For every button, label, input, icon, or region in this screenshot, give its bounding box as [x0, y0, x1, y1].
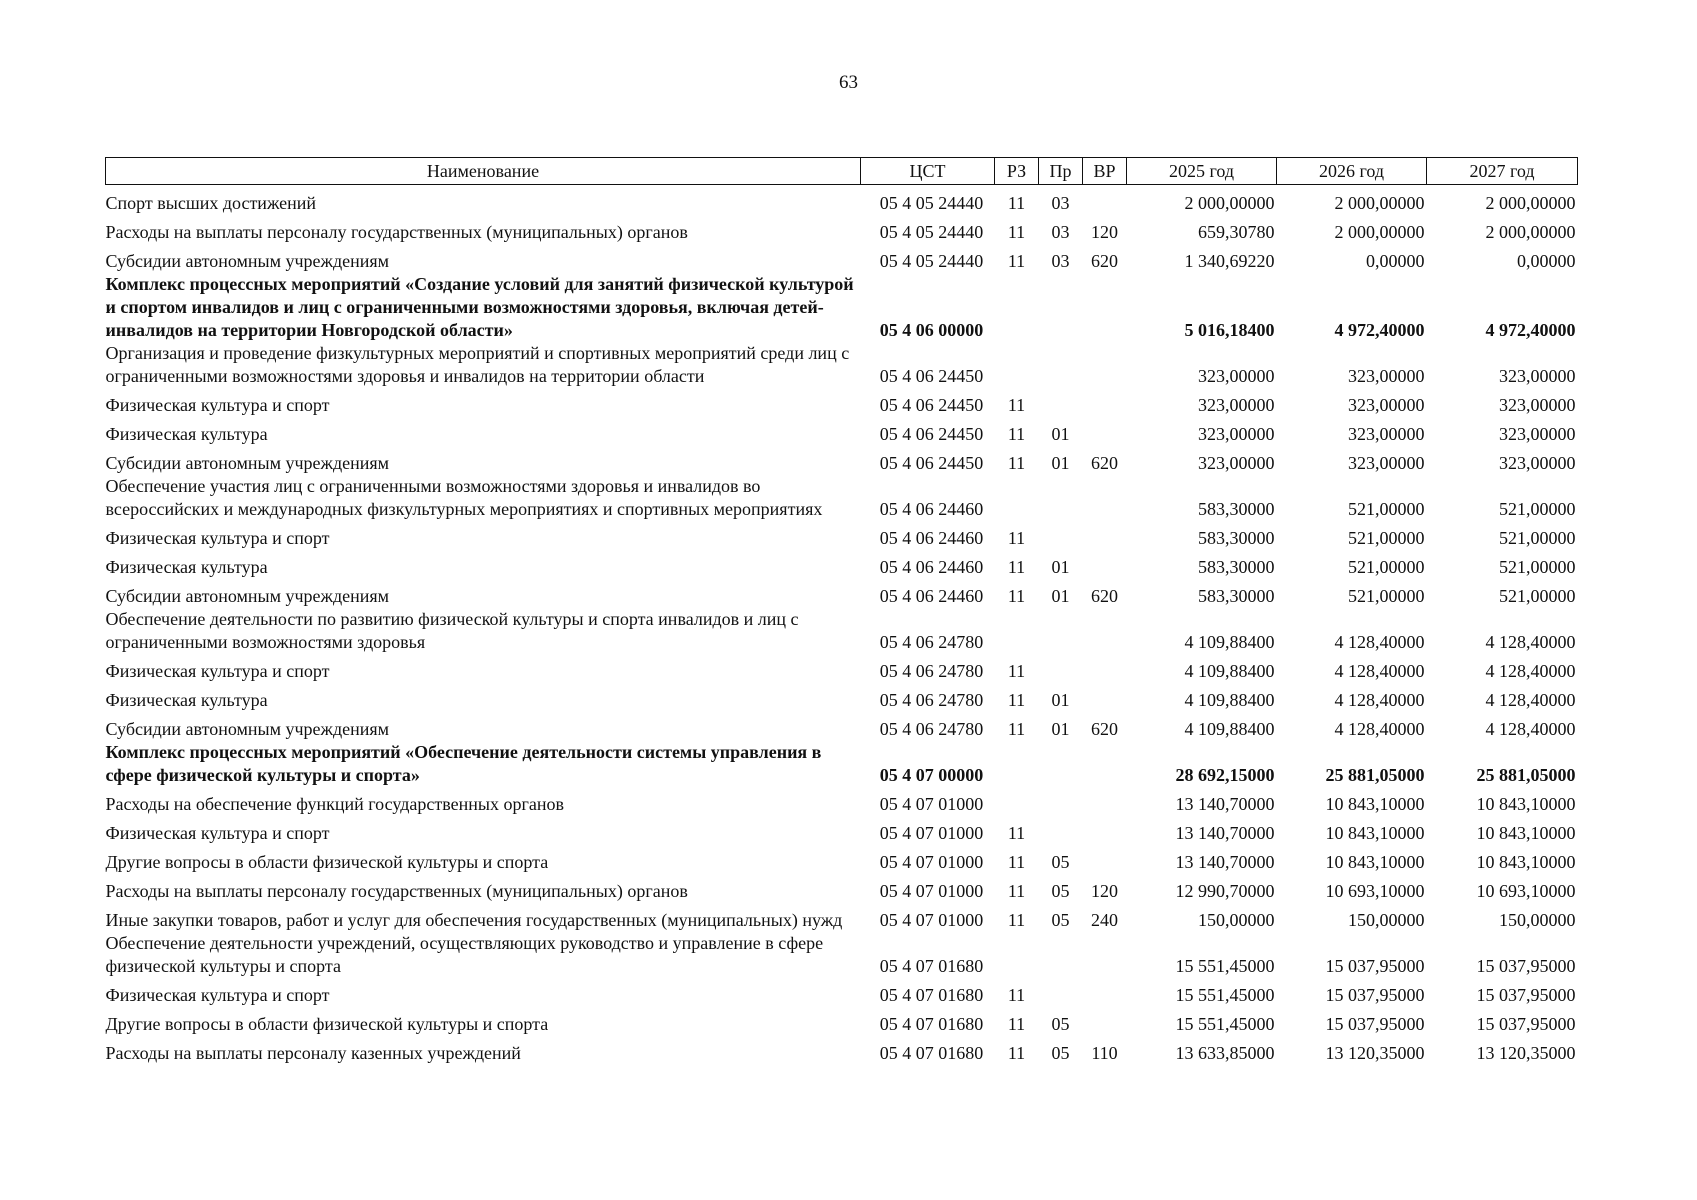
- row-2026: 10 693,10000: [1325, 881, 1425, 901]
- row-2026: 323,00000: [1348, 424, 1425, 444]
- table-row: [106, 215, 1578, 244]
- row-cst: 05 4 07 01680: [879, 1043, 984, 1063]
- table-row: [106, 903, 1578, 932]
- row-name: Обеспечение участия лиц с ограниченными возможностями здоровья и инвалидов во всероссийских и международных физкультурных мероприятиях и спортивных мероприятиях: [105, 476, 823, 519]
- budget-table: [105, 157, 1578, 1065]
- row-2026: 2 000,00000: [1334, 222, 1425, 242]
- row-2026: 323,00000: [1348, 395, 1425, 415]
- row-name: Обеспечение деятельности по развитию физической культуры и спорта инвалидов и лиц с ограниченными возможностями здоровья: [105, 609, 799, 652]
- row-pr: [1039, 816, 1083, 845]
- row-vr: [1083, 654, 1127, 683]
- row-2025: 2 000,00000: [1184, 193, 1275, 213]
- row-cst: 05 4 07 01000: [879, 881, 984, 901]
- table-row: [106, 712, 1578, 741]
- table-row: [106, 683, 1578, 712]
- row-2026: 10 843,10000: [1325, 794, 1425, 814]
- row-pr: 05: [1051, 852, 1070, 872]
- row-pr: [1039, 342, 1083, 388]
- row-rz: 11: [1007, 586, 1026, 606]
- row-2025: 659,30780: [1198, 222, 1275, 242]
- row-pr: 01: [1051, 453, 1070, 473]
- row-cst: 05 4 06 24460: [879, 586, 984, 606]
- row-rz: 11: [1007, 881, 1026, 901]
- row-pr: 03: [1051, 251, 1070, 271]
- row-2026: 521,00000: [1348, 557, 1425, 577]
- row-2027: 323,00000: [1499, 395, 1576, 415]
- row-pr: [1039, 608, 1083, 654]
- row-rz: 11: [1007, 453, 1026, 473]
- row-name: Расходы на обеспечение функций государственных органов: [105, 794, 564, 814]
- row-vr: [1083, 816, 1127, 845]
- table-row: [106, 978, 1578, 1007]
- table-row: [106, 475, 1578, 521]
- header-pr: Пр: [1039, 158, 1083, 185]
- row-2027: 10 843,10000: [1476, 794, 1576, 814]
- row-2027: 2 000,00000: [1485, 222, 1576, 242]
- row-2026: 521,00000: [1348, 586, 1425, 606]
- row-rz: 11: [1007, 852, 1026, 872]
- row-2027: 4 972,40000: [1485, 320, 1576, 340]
- row-2027: 4 128,40000: [1485, 632, 1576, 652]
- row-rz: [995, 608, 1039, 654]
- row-cst: 05 4 05 24440: [879, 193, 984, 213]
- row-vr: [1083, 683, 1127, 712]
- row-pr: [1039, 932, 1083, 978]
- header-vr: ВР: [1083, 158, 1127, 185]
- row-2026: 2 000,00000: [1334, 193, 1425, 213]
- row-vr: 620: [1091, 719, 1118, 739]
- row-2026: 25 881,05000: [1325, 765, 1425, 785]
- page-number: 63: [839, 72, 858, 93]
- row-cst: 05 4 06 24450: [879, 395, 984, 415]
- row-2025: 13 140,70000: [1175, 823, 1275, 843]
- row-rz: 11: [1007, 424, 1026, 444]
- row-vr: [1083, 932, 1127, 978]
- row-name: Физическая культура: [105, 557, 268, 577]
- row-pr: 01: [1051, 719, 1070, 739]
- row-rz: 11: [1007, 193, 1026, 213]
- row-2025: 4 109,88400: [1184, 719, 1275, 739]
- row-2025: 583,30000: [1198, 557, 1275, 577]
- row-2025: 323,00000: [1198, 395, 1275, 415]
- row-vr: 620: [1091, 586, 1118, 606]
- row-2027: 521,00000: [1499, 586, 1576, 606]
- row-pr: 01: [1051, 557, 1070, 577]
- row-vr: [1083, 342, 1127, 388]
- row-name: Расходы на выплаты персоналу казенных учреждений: [105, 1043, 521, 1063]
- row-name: Расходы на выплаты персоналу государственных (муниципальных) органов: [105, 881, 688, 901]
- row-vr: [1083, 1007, 1127, 1036]
- row-cst: 05 4 07 01000: [879, 852, 984, 872]
- row-2027: 2 000,00000: [1485, 193, 1576, 213]
- row-cst: 05 4 06 24780: [879, 719, 984, 739]
- row-rz: 11: [1007, 661, 1026, 681]
- row-2027: 10 693,10000: [1476, 881, 1576, 901]
- row-vr: [1083, 741, 1127, 787]
- row-name: Организация и проведение физкультурных мероприятий и спортивных мероприятий среди лиц с ограниченными возможностями здоровья и инвалидов на территории области: [105, 343, 850, 386]
- row-cst: 05 4 06 24450: [879, 424, 984, 444]
- row-name: Комплекс процессных мероприятий «Создание условий для занятий физической культурой и спортом инвалидов и лиц с ограниченными возможностями здоровья, включая детей-инвалидов на территории Новгородской области»: [105, 274, 854, 340]
- table-row: [106, 579, 1578, 608]
- row-pr: 01: [1051, 690, 1070, 710]
- row-2025: 323,00000: [1198, 453, 1275, 473]
- row-2025: 13 633,85000: [1175, 1043, 1275, 1063]
- row-2027: 0,00000: [1517, 251, 1576, 271]
- row-vr: 120: [1091, 881, 1118, 901]
- row-pr: 05: [1051, 910, 1070, 930]
- table-row: [106, 550, 1578, 579]
- row-name: Спорт высших достижений: [105, 193, 317, 213]
- row-vr: [1083, 608, 1127, 654]
- row-name: Физическая культура и спорт: [105, 395, 330, 415]
- header-name: Наименование: [106, 158, 861, 185]
- row-name: Субсидии автономным учреждениям: [105, 586, 390, 606]
- row-cst: 05 4 07 00000: [879, 765, 984, 785]
- row-vr: 620: [1091, 453, 1118, 473]
- row-2026: 4 128,40000: [1334, 661, 1425, 681]
- row-2026: 10 843,10000: [1325, 852, 1425, 872]
- row-2027: 10 843,10000: [1476, 852, 1576, 872]
- row-2025: 13 140,70000: [1175, 794, 1275, 814]
- row-rz: 11: [1007, 557, 1026, 577]
- row-rz: [995, 741, 1039, 787]
- row-2025: 150,00000: [1198, 910, 1275, 930]
- row-2026: 4 128,40000: [1334, 690, 1425, 710]
- row-cst: 05 4 06 00000: [879, 320, 984, 340]
- row-2026: 150,00000: [1348, 910, 1425, 930]
- table-row: [106, 608, 1578, 654]
- row-2026: 4 972,40000: [1334, 320, 1425, 340]
- row-cst: 05 4 06 24460: [879, 557, 984, 577]
- table-row: [106, 874, 1578, 903]
- row-2027: 10 843,10000: [1476, 823, 1576, 843]
- row-cst: 05 4 06 24460: [879, 528, 984, 548]
- row-2026: 0,00000: [1366, 251, 1425, 271]
- table-row: [106, 388, 1578, 417]
- row-2026: 15 037,95000: [1325, 985, 1425, 1005]
- header-cst: ЦСТ: [861, 158, 995, 185]
- row-pr: 01: [1051, 586, 1070, 606]
- row-vr: [1083, 273, 1127, 342]
- row-name: Иные закупки товаров, работ и услуг для обеспечения государственных (муниципальных) нужд: [105, 910, 843, 930]
- row-2025: 583,30000: [1198, 586, 1275, 606]
- row-name: Физическая культура: [105, 424, 268, 444]
- row-2025: 15 551,45000: [1175, 1014, 1275, 1034]
- header-2025: 2025 год: [1127, 158, 1277, 185]
- row-name: Другие вопросы в области физической культуры и спорта: [105, 1014, 549, 1034]
- row-vr: [1083, 417, 1127, 446]
- row-2026: 323,00000: [1348, 453, 1425, 473]
- row-name: Субсидии автономным учреждениям: [105, 719, 390, 739]
- table-row: [106, 273, 1578, 342]
- table-row: [106, 417, 1578, 446]
- row-name: Физическая культура и спорт: [105, 661, 330, 681]
- table-row: [106, 1007, 1578, 1036]
- row-2026: 521,00000: [1348, 499, 1425, 519]
- row-pr: 03: [1051, 222, 1070, 242]
- row-rz: [995, 932, 1039, 978]
- row-rz: 11: [1007, 1014, 1026, 1034]
- row-cst: 05 4 07 01680: [879, 985, 984, 1005]
- row-name: Комплекс процессных мероприятий «Обеспечение деятельности системы управления в сфере физической культуры и спорта»: [105, 742, 822, 785]
- row-2026: 15 037,95000: [1325, 1014, 1425, 1034]
- row-rz: 11: [1007, 528, 1026, 548]
- row-rz: 11: [1007, 719, 1026, 739]
- row-vr: [1083, 550, 1127, 579]
- row-pr: [1039, 388, 1083, 417]
- row-2025: 28 692,15000: [1175, 765, 1275, 785]
- row-2026: 323,00000: [1348, 366, 1425, 386]
- row-2025: 15 551,45000: [1175, 956, 1275, 976]
- row-pr: [1039, 521, 1083, 550]
- row-2027: 15 037,95000: [1476, 956, 1576, 976]
- row-2027: 15 037,95000: [1476, 985, 1576, 1005]
- row-pr: 01: [1051, 424, 1070, 444]
- table-row: [106, 1036, 1578, 1065]
- row-rz: [995, 787, 1039, 816]
- table-row: [106, 932, 1578, 978]
- row-2025: 583,30000: [1198, 528, 1275, 548]
- row-rz: [995, 273, 1039, 342]
- row-2027: 4 128,40000: [1485, 690, 1576, 710]
- header-2027: 2027 год: [1427, 158, 1578, 185]
- row-pr: [1039, 787, 1083, 816]
- row-name: Другие вопросы в области физической культуры и спорта: [105, 852, 549, 872]
- row-vr: [1083, 787, 1127, 816]
- table-row: [106, 342, 1578, 388]
- row-pr: 05: [1051, 1043, 1070, 1063]
- row-pr: [1039, 475, 1083, 521]
- row-cst: 05 4 07 01000: [879, 823, 984, 843]
- row-cst: 05 4 06 24450: [879, 366, 984, 386]
- table-row: [106, 446, 1578, 475]
- row-pr: 03: [1051, 193, 1070, 213]
- row-name: Обеспечение деятельности учреждений, осуществляющих руководство и управление в сфере физической культуры и спорта: [105, 933, 824, 976]
- row-pr: 05: [1051, 1014, 1070, 1034]
- row-pr: 05: [1051, 881, 1070, 901]
- row-name: Физическая культура и спорт: [105, 985, 330, 1005]
- row-name: Расходы на выплаты персоналу государственных (муниципальных) органов: [105, 222, 688, 242]
- row-cst: 05 4 07 01000: [879, 794, 984, 814]
- row-rz: 11: [1007, 251, 1026, 271]
- row-2025: 323,00000: [1198, 366, 1275, 386]
- row-pr: [1039, 654, 1083, 683]
- row-vr: 120: [1091, 222, 1118, 242]
- row-cst: 05 4 05 24440: [879, 222, 984, 242]
- row-name: Физическая культура: [105, 690, 268, 710]
- row-rz: 11: [1007, 395, 1026, 415]
- row-2026: 521,00000: [1348, 528, 1425, 548]
- row-2027: 25 881,05000: [1476, 765, 1576, 785]
- header-rz: РЗ: [995, 158, 1039, 185]
- table-row: [106, 521, 1578, 550]
- row-cst: 05 4 06 24450: [879, 453, 984, 473]
- row-cst: 05 4 07 01680: [879, 1014, 984, 1034]
- row-pr: [1039, 741, 1083, 787]
- row-name: Субсидии автономным учреждениям: [105, 453, 390, 473]
- row-pr: [1039, 273, 1083, 342]
- row-2027: 4 128,40000: [1485, 719, 1576, 739]
- row-2026: 10 843,10000: [1325, 823, 1425, 843]
- row-2027: 521,00000: [1499, 499, 1576, 519]
- table-row: [106, 741, 1578, 787]
- row-cst: 05 4 05 24440: [879, 251, 984, 271]
- row-vr: [1083, 185, 1127, 216]
- table-row: [106, 185, 1578, 216]
- table-header-row: [106, 158, 1578, 185]
- row-2027: 150,00000: [1499, 910, 1576, 930]
- row-cst: 05 4 06 24780: [879, 661, 984, 681]
- row-name: Физическая культура и спорт: [105, 823, 330, 843]
- table-row: [106, 845, 1578, 874]
- row-2026: 15 037,95000: [1325, 956, 1425, 976]
- row-2027: 323,00000: [1499, 453, 1576, 473]
- table-row: [106, 244, 1578, 273]
- row-name: Субсидии автономным учреждениям: [105, 251, 390, 271]
- row-cst: 05 4 07 01000: [879, 910, 984, 930]
- row-2025: 5 016,18400: [1184, 320, 1275, 340]
- row-2027: 521,00000: [1499, 528, 1576, 548]
- table-row: [106, 654, 1578, 683]
- row-rz: [995, 342, 1039, 388]
- row-rz: 11: [1007, 910, 1026, 930]
- row-cst: 05 4 06 24460: [879, 499, 984, 519]
- row-rz: 11: [1007, 222, 1026, 242]
- row-2027: 15 037,95000: [1476, 1014, 1576, 1034]
- row-2025: 4 109,88400: [1184, 632, 1275, 652]
- row-2027: 4 128,40000: [1485, 661, 1576, 681]
- table-body: [106, 185, 1578, 1066]
- row-2027: 323,00000: [1499, 366, 1576, 386]
- row-cst: 05 4 07 01680: [879, 956, 984, 976]
- row-vr: [1083, 845, 1127, 874]
- row-rz: 11: [1007, 985, 1026, 1005]
- row-vr: [1083, 388, 1127, 417]
- header-2026: 2026 год: [1277, 158, 1427, 185]
- row-cst: 05 4 06 24780: [879, 690, 984, 710]
- row-2025: 4 109,88400: [1184, 690, 1275, 710]
- row-2025: 583,30000: [1198, 499, 1275, 519]
- row-2025: 4 109,88400: [1184, 661, 1275, 681]
- row-2025: 1 340,69220: [1184, 251, 1275, 271]
- table-row: [106, 787, 1578, 816]
- row-vr: [1083, 521, 1127, 550]
- row-2025: 323,00000: [1198, 424, 1275, 444]
- row-rz: [995, 475, 1039, 521]
- row-2026: 13 120,35000: [1325, 1043, 1425, 1063]
- row-vr: [1083, 475, 1127, 521]
- row-2026: 4 128,40000: [1334, 719, 1425, 739]
- row-cst: 05 4 06 24780: [879, 632, 984, 652]
- row-vr: [1083, 978, 1127, 1007]
- row-2027: 521,00000: [1499, 557, 1576, 577]
- row-vr: 110: [1091, 1043, 1118, 1063]
- row-2025: 12 990,70000: [1175, 881, 1275, 901]
- row-vr: 620: [1091, 251, 1118, 271]
- row-rz: 11: [1007, 690, 1026, 710]
- row-2027: 13 120,35000: [1476, 1043, 1576, 1063]
- row-name: Физическая культура и спорт: [105, 528, 330, 548]
- table-row: [106, 816, 1578, 845]
- row-rz: 11: [1007, 1043, 1026, 1063]
- row-2026: 4 128,40000: [1334, 632, 1425, 652]
- row-2025: 13 140,70000: [1175, 852, 1275, 872]
- row-rz: 11: [1007, 823, 1026, 843]
- row-pr: [1039, 978, 1083, 1007]
- row-2025: 15 551,45000: [1175, 985, 1275, 1005]
- row-vr: 240: [1091, 910, 1118, 930]
- row-2027: 323,00000: [1499, 424, 1576, 444]
